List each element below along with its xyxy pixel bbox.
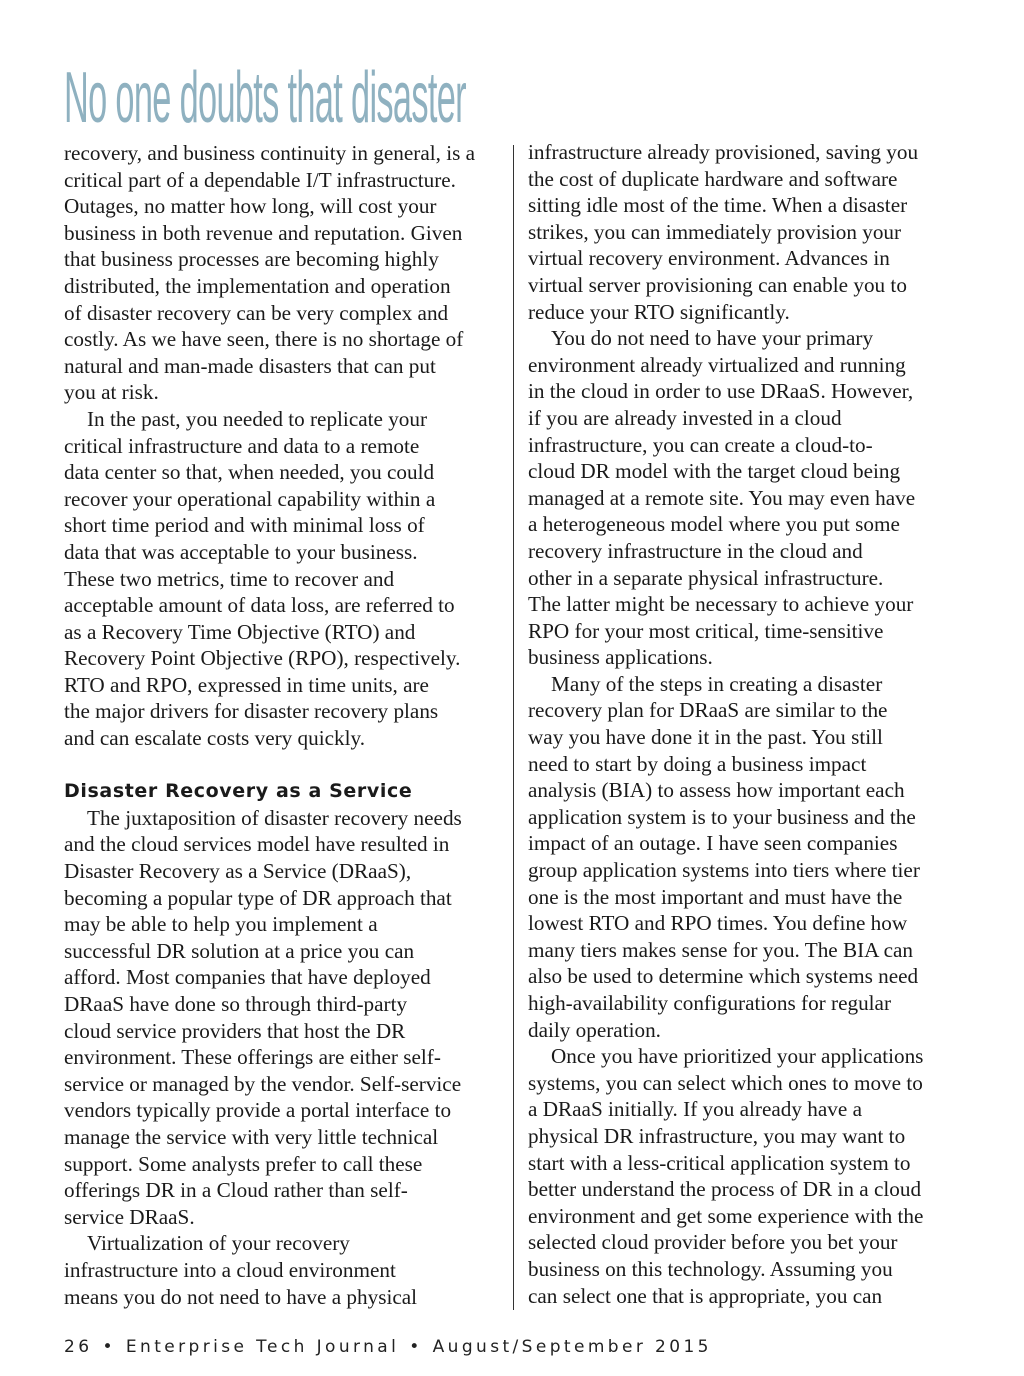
text-line: cloud service providers that host the DR [64, 1018, 406, 1043]
text-line: one is the most important and must have the [528, 884, 903, 909]
text-line: In the past, you needed to replicate your [87, 406, 428, 431]
text-line: reduce your RTO significantly. [528, 299, 790, 324]
text-line: infrastructure into a cloud environment [64, 1257, 396, 1282]
text-line: of disaster recovery can be very complex and [64, 300, 449, 325]
text-line: vendors typically provide a portal interface to [64, 1098, 452, 1123]
text-line: critical part of a dependable I/T infrastructure. [64, 167, 456, 192]
text-line: managed at a remote site. You may even have [528, 485, 916, 510]
text-line: Once you have prioritized your applications [551, 1044, 924, 1069]
text-line: Recovery Point Objective (RPO), respectively. [64, 646, 461, 671]
text-line: can select one that is appropriate, you can [528, 1283, 883, 1308]
text-line: if you are already invested in a cloud [528, 405, 842, 430]
text-line: The juxtaposition of disaster recovery needs [87, 805, 462, 830]
text-line: successful DR solution at a price you can [64, 938, 415, 963]
text-line: many tiers makes sense for you. The BIA can [528, 937, 914, 962]
text-line: start with a less-critical application system to [528, 1150, 911, 1175]
text-line: business on this technology. Assuming you [528, 1256, 893, 1281]
text-line: environment and get some experience with the [528, 1203, 924, 1228]
text-line: virtual recovery environment. Advances in [528, 246, 890, 271]
text-line: way you have done it in the past. You still [528, 725, 883, 750]
text-line: costly. As we have seen, there is no shortage of [64, 327, 464, 352]
text-line: better understand the process of DR in a cloud [528, 1177, 922, 1202]
text-line: distributed, the implementation and operation [64, 273, 451, 298]
text-line: Virtualization of your recovery [87, 1231, 350, 1256]
text-line: Many of the steps in creating a disaster [551, 671, 883, 696]
paragraph [64, 140, 504, 406]
text-line: These two metrics, time to recover and [64, 566, 395, 591]
text-line: other in a separate physical infrastructure. [528, 565, 884, 590]
text-line: infrastructure already provisioned, saving you [528, 140, 919, 164]
article-headline: No one doubts that disaster [64, 57, 466, 139]
issue-date: August/September 2015 [432, 1337, 712, 1357]
text-line: recovery infrastructure in the cloud and [528, 538, 863, 563]
text-line: Disaster Recovery as a Service (DRaaS), [64, 859, 412, 884]
text-line: You do not need to have your primary [551, 326, 874, 351]
text-line: environment already virtualized and running [528, 352, 906, 377]
page-number: 26 [64, 1337, 93, 1357]
text-line: selected cloud provider before you bet your [528, 1230, 898, 1255]
text-line: RTO and RPO, expressed in time units, are [64, 672, 429, 697]
text-line: becoming a popular type of DR approach that [64, 885, 452, 910]
left-column [64, 140, 504, 1310]
text-line: daily operation. [528, 1017, 661, 1042]
paragraph [528, 139, 968, 325]
text-line: afford. Most companies that have deployed [64, 965, 431, 990]
text-line: short time period and with minimal loss of [64, 513, 425, 538]
text-line: environment. These offerings are either self- [64, 1045, 441, 1070]
text-line: means you do not need to have a physical [64, 1284, 418, 1309]
paragraph [528, 671, 968, 1043]
text-line: and can escalate costs very quickly. [64, 726, 366, 751]
text-line: cloud DR model with the target cloud being [528, 459, 901, 484]
text-line: natural and man-made disasters that can put [64, 353, 436, 378]
paragraph [64, 406, 504, 752]
text-line: DRaaS have done so through third-party [64, 992, 408, 1016]
text-line: RPO for your most critical, time-sensitive [528, 618, 884, 643]
right-column [528, 139, 968, 1309]
publication-name: Enterprise Tech Journal [125, 1337, 400, 1357]
paragraph [528, 1043, 968, 1309]
text-line: group application systems into tiers where tier [528, 858, 920, 883]
text-line: a DRaaS initially. If you already have a [528, 1097, 862, 1122]
text-line: acceptable amount of data loss, are referred to [64, 593, 455, 618]
page-footer [64, 1337, 712, 1357]
text-line: physical DR infrastructure, you may want to [528, 1123, 906, 1148]
spacer [64, 752, 504, 779]
text-line: that business processes are becoming highly [64, 247, 439, 272]
section-heading-text: Disaster Recovery as a Service [64, 780, 413, 803]
text-line: recovery, and business continuity in general, is a [64, 141, 476, 165]
paragraph [528, 325, 968, 671]
text-line: business in both revenue and reputation. Given [64, 220, 463, 245]
text-line: systems, you can select which ones to move to [528, 1070, 923, 1095]
text-line: the major drivers for disaster recovery plans [64, 699, 439, 724]
text-line: impact of an outage. I have seen companies [528, 831, 898, 856]
text-line: business applications. [528, 645, 713, 670]
text-line: a heterogeneous model where you put some [528, 512, 900, 537]
text-line: critical infrastructure and data to a remote [64, 433, 420, 458]
text-line: the cost of duplicate hardware and software [528, 166, 898, 191]
text-line: infrastructure, you can create a cloud-to- [528, 432, 873, 457]
text-line: sitting idle most of the time. When a disaster [528, 193, 908, 218]
text-line: lowest RTO and RPO times. You define how [528, 911, 908, 936]
text-line: also be used to determine which systems need [528, 964, 919, 989]
column-divider [513, 145, 514, 1310]
text-line: in the cloud in order to use DRaaS. However, [528, 379, 914, 404]
section-heading [64, 778, 504, 805]
text-line: data center so that, when needed, you could [64, 460, 435, 485]
text-line: virtual server provisioning can enable you to [528, 272, 907, 297]
text-line: need to start by doing a business impact [528, 751, 867, 776]
text-line: Outages, no matter how long, will cost your [64, 194, 437, 219]
paragraph [64, 1230, 504, 1310]
text-line: recover your operational capability within a [64, 486, 436, 511]
text-line: analysis (BIA) to assess how important each [528, 778, 905, 803]
text-line: and the cloud services model have resulted in [64, 832, 450, 857]
text-line: manage the service with very little technical [64, 1124, 439, 1149]
text-line: service DRaaS. [64, 1204, 195, 1229]
text-line: you at risk. [64, 380, 159, 405]
text-line: data that was acceptable to your business. [64, 539, 418, 564]
text-line: The latter might be necessary to achieve your [528, 592, 914, 617]
text-line: application system is to your business and the [528, 804, 916, 829]
text-line: offerings DR in a Cloud rather than self- [64, 1178, 408, 1203]
paragraph [64, 805, 504, 1231]
text-line: as a Recovery Time Objective (RTO) and [64, 619, 416, 644]
footer-bullet: • [102, 1337, 116, 1357]
text-line: support. Some analysts prefer to call these [64, 1151, 423, 1176]
text-line: service or managed by the vendor. Self-service [64, 1071, 462, 1096]
text-line: high-availability configurations for regular [528, 991, 892, 1015]
text-line: strikes, you can immediately provision your [528, 219, 902, 244]
text-line: may be able to help you implement a [64, 912, 378, 937]
text-line: recovery plan for DRaaS are similar to the [528, 698, 888, 723]
footer-bullet: • [409, 1337, 423, 1357]
